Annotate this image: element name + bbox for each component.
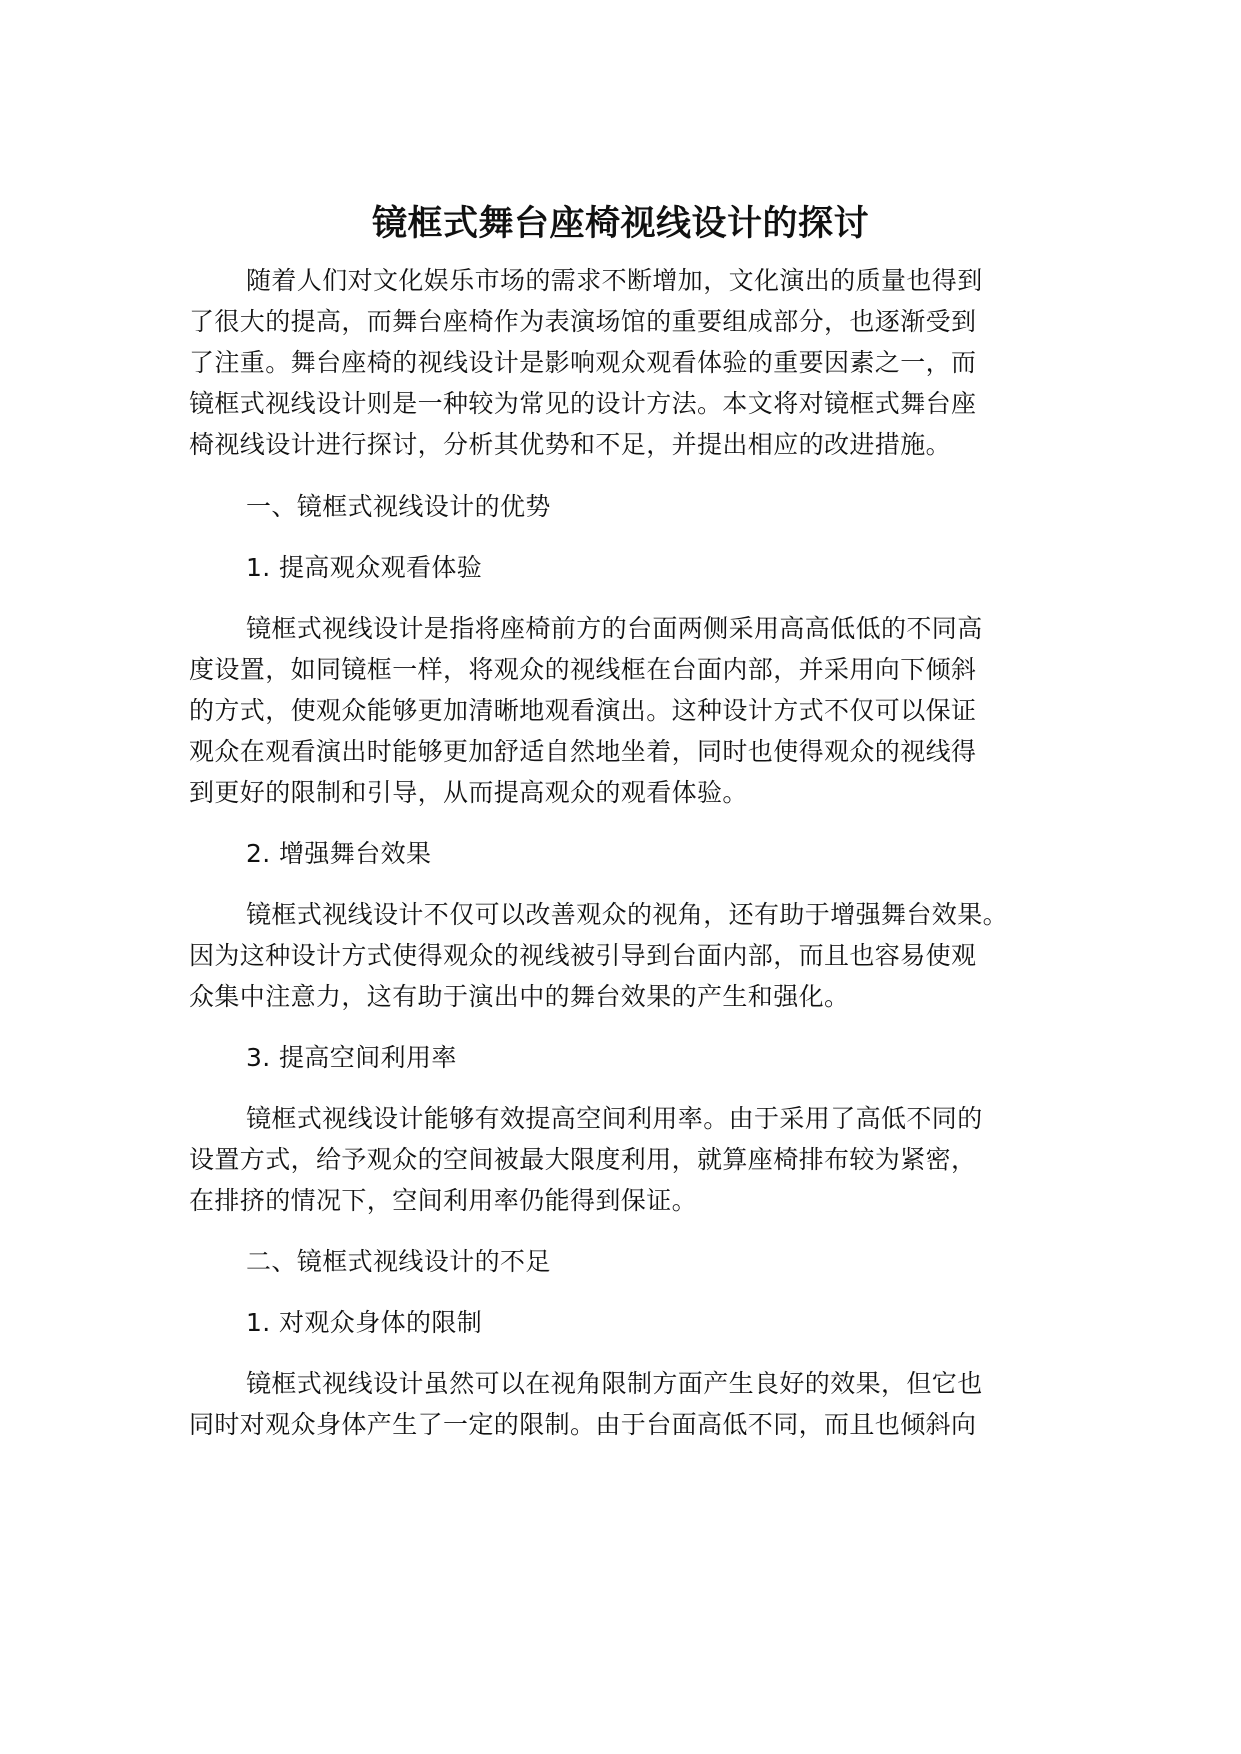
paragraph-line: 在排挤的情况下，空间利用率仍能得到保证。 [189,1186,698,1215]
paragraph-line: 随着人们对文化娱乐市场的需求不断增加，文化演出的质量也得到 [246,266,983,295]
paragraph-line: 因为这种设计方式使得观众的视线被引导到台面内部，而且也容易使观 [189,941,977,970]
paragraph-line: 同时对观众身体产生了一定的限制。由于台面高低不同，而且也倾斜向 [189,1410,977,1439]
paragraph-line: 观众在观看演出时能够更加舒适自然地坐着，同时也使得观众的视线得 [189,737,977,766]
paragraph-line: 的方式，使观众能够更加清晰地观看演出。这种设计方式不仅可以保证 [189,696,977,725]
paragraph-line: 椅视线设计进行探讨，分析其优势和不足，并提出相应的改进措施。 [189,430,952,459]
section-heading: 一、镜框式视线设计的优势 [246,492,551,521]
paragraph-line: 了很大的提高，而舞台座椅作为表演场馆的重要组成部分，也逐渐受到 [189,307,977,336]
paragraph-line: 了注重。舞台座椅的视线设计是影响观众观看体验的重要因素之一，而 [189,348,977,377]
subsection-heading: 1. 提高观众观看体验 [246,553,483,582]
paragraph-line: 镜框式视线设计是指将座椅前方的台面两侧采用高高低低的不同高 [246,614,983,643]
subsection-heading: 2. 增强舞台效果 [246,839,432,868]
paragraph-line: 众集中注意力，这有助于演出中的舞台效果的产生和强化。 [189,982,850,1011]
paragraph-line: 镜框式视线设计虽然可以在视角限制方面产生良好的效果，但它也 [246,1369,983,1398]
paragraph-line: 镜框式视线设计能够有效提高空间利用率。由于采用了高低不同的 [246,1104,983,1133]
section-heading: 二、镜框式视线设计的不足 [246,1247,551,1276]
paragraph-line: 设置方式，给予观众的空间被最大限度利用，就算座椅排布较为紧密， [189,1145,977,1174]
paragraph-line: 镜框式视线设计不仅可以改善观众的视角，还有助于增强舞台效果。 [246,900,1009,929]
paragraph-line: 度设置，如同镜框一样，将观众的视线框在台面内部，并采用向下倾斜 [189,655,977,684]
document-title: 镜框式舞台座椅视线设计的探讨 [371,204,869,245]
subsection-heading: 1. 对观众身体的限制 [246,1308,483,1337]
subsection-heading: 3. 提高空间利用率 [246,1043,457,1072]
paragraph-line: 镜框式视线设计则是一种较为常见的设计方法。本文将对镜框式舞台座 [189,389,977,418]
paragraph-line: 到更好的限制和引导，从而提高观众的观看体验。 [189,778,748,807]
